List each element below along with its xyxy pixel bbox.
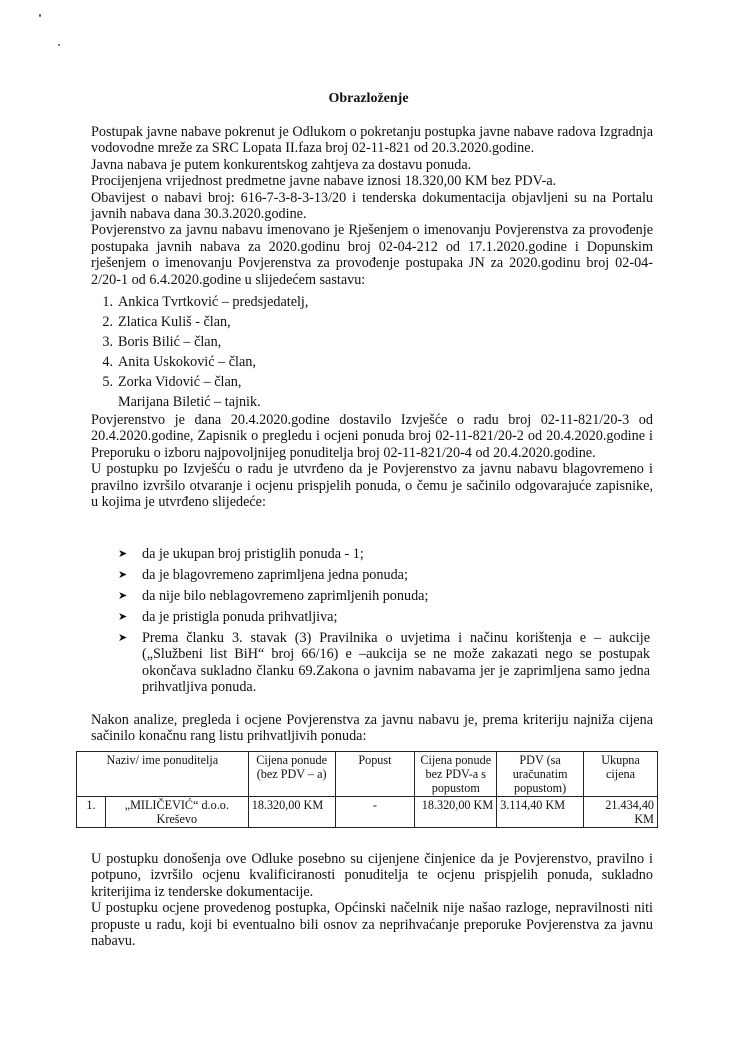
committee-list-section (91, 292, 653, 412)
arrow-bullet-icon: ➤ (118, 548, 128, 560)
rank-cell: 1. (77, 797, 106, 828)
intro-paragraph: Procijenjena vrijednost predmetne javne nabave iznosi 18.320,00 KM bez PDV-a. (91, 173, 557, 190)
price-cell: 18.320,00 KM (248, 797, 335, 828)
ranking-table (76, 751, 658, 828)
total-cell: 21.434,40 KM (584, 797, 658, 828)
findings-list (115, 546, 650, 696)
list-item: ➤ da nije bilo neblagovremeno zaprimljenih ponuda; (118, 588, 429, 604)
list-item: ➤ Prema članku 3. stavak (3) Pravilnika o uvjetima i načinu korištenja e – aukcije („Službeni list BiH“ broj 66/16) e –aukcija se ne može zakazati nego se postupak okončava sukladno članku 69.Zakona o javnim nabavama jer je zaprimljena samo jedna prihvatljiva ponuda. (118, 630, 650, 696)
list-item: ➤ da je pristigla ponuda prihvatljiva; (118, 609, 338, 625)
list-item: ➤ da je ukupan broj pristiglih ponuda - 1; (118, 546, 364, 562)
intro-paragraph: Postupak javne nabave pokrenut je Odlukom o pokretanju postupka javne nabave radova Izgradnja vodovodne mreže za SRC Lopata II.faza broj 02-11-821 od 20.3.2020.godine. (91, 124, 653, 157)
findings-intro-paragraph: U postupku po Izvješću o radu je utvrđeno da je Povjerenstvo za javnu nabavu blagovremeno i pravilno izvršilo otvaranje i ocjenu prispjelih ponuda, o čemu je sačinilo odgovarajuće zapisnike, u kojima je utvrđeno slijedeće: (91, 461, 653, 511)
column-header: Cijena ponude bez PDV-a s popustom (415, 752, 497, 797)
column-header: Cijena ponude (bez PDV – a) (248, 752, 335, 797)
bidder-cell: „MILIČEVIĆ“ d.o.o. Kreševo (105, 797, 248, 828)
list-item: 3. Boris Bilić – član, (102, 334, 222, 350)
analysis-section (91, 712, 653, 745)
list-item: 1. Ankica Tvrtković – predsjedatelj, (102, 294, 309, 310)
list-item: ➤ da je blagovremeno zaprimljena jedna ponuda; (118, 567, 408, 583)
findings-section (115, 546, 650, 696)
column-header: Ukupna cijena (584, 752, 658, 797)
vat-cell: 3.114,40 KM (497, 797, 584, 828)
list-item: 4. Anita Uskoković – član, (102, 354, 256, 370)
conclusion-paragraph: U postupku ocjene provedenog postupka, Općinski načelnik nije našao razloge, nepravilnosti niti propuste u radu, koji bi eventualno bili osnov za neprihvaćanje preporuke Povjerenstva za javnu nabavu. (91, 900, 653, 950)
intro-paragraph: Povjerenstvo za javnu nabavu imenovano je Rješenjem o imenovanju Povjerenstva za provođenje postupaka javnih nabava za 2020.godinu broj 02-04-212 od 17.1.2020.godine i Dopunskim rješenjem o imenovanju Povjerenstva za provođenje postupaka JN za 2020.godinu broj 02-04-2/20-1 od 6.4.2020.godine u slijedećem sastavu: (91, 222, 653, 288)
intro-section (91, 124, 653, 288)
list-item: Marijana Biletić – tajnik. (118, 394, 261, 410)
intro-paragraph: Obavijest o nabavi broj: 616-7-3-8-3-13/20 i tenderska dokumentacija objavljeni su na Portalu javnih nabava dana 30.3.2020.godine. (91, 189, 653, 223)
conclusion-section (91, 851, 653, 949)
arrow-bullet-icon: ➤ (118, 569, 128, 581)
table-header-row (77, 752, 658, 797)
table-row (77, 797, 658, 828)
column-header: Naziv/ ime ponuditelja (77, 752, 249, 797)
list-item: 2. Zlatica Kuliš - član, (102, 314, 231, 330)
scan-speck (39, 14, 41, 17)
arrow-bullet-icon: ➤ (118, 632, 128, 644)
scan-speck (58, 44, 60, 46)
column-header: PDV (sa uračunatim popustom) (497, 752, 584, 797)
report-section (91, 412, 653, 510)
intro-paragraph: Javna nabava je putem konkurentskog zahtjeva za dostavu ponuda. (91, 156, 472, 173)
arrow-bullet-icon: ➤ (118, 611, 128, 623)
conclusion-paragraph: U postupku donošenja ove Odluke posebno su cijenjene činjenice da je Povjerenstvo, pravilno i potpuno, izvršilo ocjenu kvalificiranosti ponuditelja te ocjenu prispjelih ponuda, sukladno kriterijima iz tenderske dokumentacije. (91, 851, 653, 900)
report-paragraph: Povjerenstvo je dana 20.4.2020.godine dostavilo Izvješće o radu broj 02-11-821/20-3 od 20.4.2020.godine, Zapisnik o pregledu i ocjeni ponuda broj 02-11-821/20-2 od 20.4.2020.godine i Preporuku o izboru najpovoljnijeg ponuditelja broj 02-11-821/20-4 od 20.4.2020.godine. (91, 412, 653, 461)
analysis-paragraph: Nakon analize, pregleda i ocjene Povjerenstva za javnu nabavu je, prema kriteriju najniža cijena sačinilo konačnu rang listu prihvatljivih ponuda: (91, 712, 653, 745)
discount-cell: - (335, 797, 415, 828)
price-discounted-cell: 18.320,00 KM (415, 797, 497, 828)
arrow-bullet-icon: ➤ (118, 590, 128, 602)
column-header: Popust (335, 752, 415, 797)
list-item: 5. Zorka Vidović – član, (102, 374, 242, 390)
committee-list (91, 292, 653, 412)
document-title: Obrazloženje (328, 91, 409, 106)
